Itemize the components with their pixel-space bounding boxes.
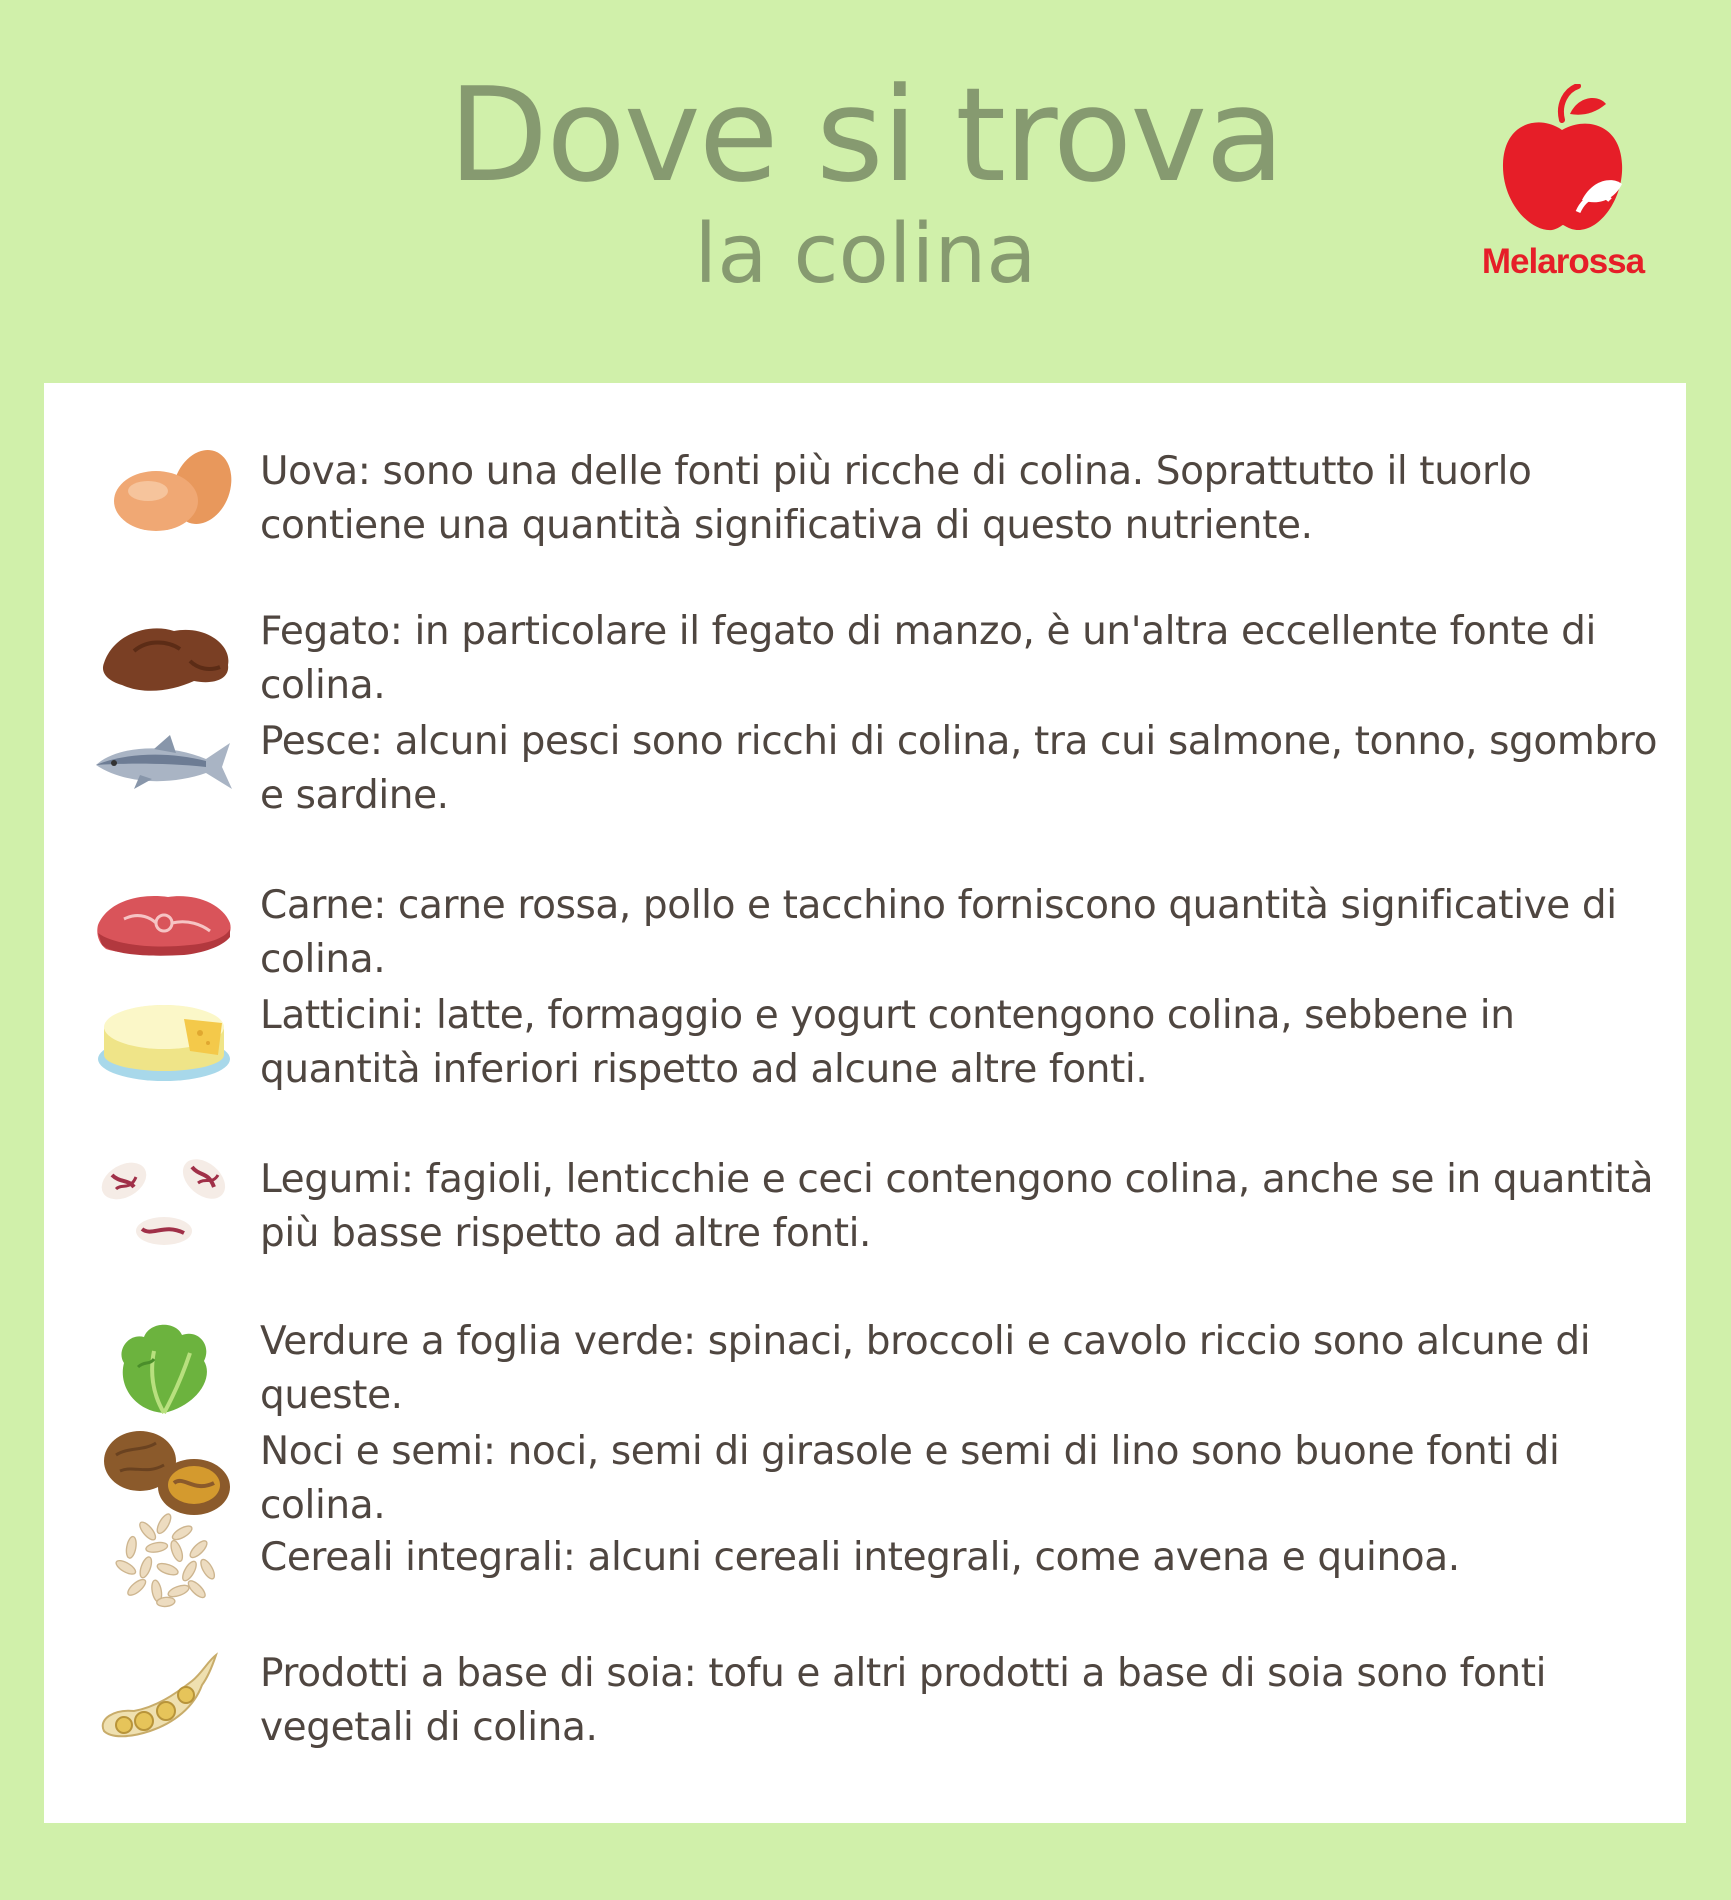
item-text: Legumi: fagioli, lenticchie e ceci contengono colina, anche se in quantità più basse rispetto ad altre fonti.	[260, 1157, 1654, 1256]
meat-icon	[94, 879, 234, 979]
melarossa-logo[interactable]	[1468, 84, 1658, 284]
item-text: Carne: carne rossa, pollo e tacchino forniscono quantità significative di colina.	[260, 883, 1617, 982]
lettuce-icon	[94, 1315, 234, 1415]
item-text: Fegato: in particolare il fegato di manzo, è un'altra eccellente fonte di colina.	[260, 609, 1596, 708]
eggs-icon	[94, 445, 234, 545]
item-text: Uova: sono una delle fonti più ricche di colina. Soprattutto il tuorlo contiene una quantità significativa di questo nutriente.	[260, 449, 1532, 548]
grains-icon	[94, 1511, 234, 1611]
content-card	[44, 383, 1686, 1823]
soybean-icon	[94, 1647, 234, 1747]
logo-text: Melarossa	[1481, 242, 1645, 281]
walnuts-icon	[94, 1425, 234, 1525]
item-text: Verdure a foglia verde: spinaci, broccoli e cavolo riccio sono alcune di queste.	[260, 1319, 1591, 1418]
item-text: Prodotti a base di soia: tofu e altri prodotti a base di soia sono fonti vegetali di colina.	[260, 1651, 1547, 1750]
page-title: Dove si trova	[448, 59, 1283, 211]
item-text: Noci e semi: noci, semi di girasole e semi di lino sono buone fonti di colina.	[260, 1429, 1560, 1528]
item-text: Pesce: alcuni pesci sono ricchi di colina, tra cui salmone, tonno, sgombro e sardine.	[260, 719, 1658, 818]
page-subtitle: la colina	[694, 207, 1037, 302]
fish-icon	[94, 715, 234, 815]
beans-icon	[94, 1153, 234, 1253]
liver-icon	[94, 605, 234, 705]
item-text: Cereali integrali: alcuni cereali integrali, come avena e quinoa.	[260, 1535, 1460, 1580]
cheese-icon	[94, 989, 234, 1089]
apple-icon	[1500, 84, 1626, 234]
item-text: Latticini: latte, formaggio e yogurt contengono colina, sebbene in quantità inferiori rispetto ad alcune altre fonti.	[260, 993, 1515, 1092]
